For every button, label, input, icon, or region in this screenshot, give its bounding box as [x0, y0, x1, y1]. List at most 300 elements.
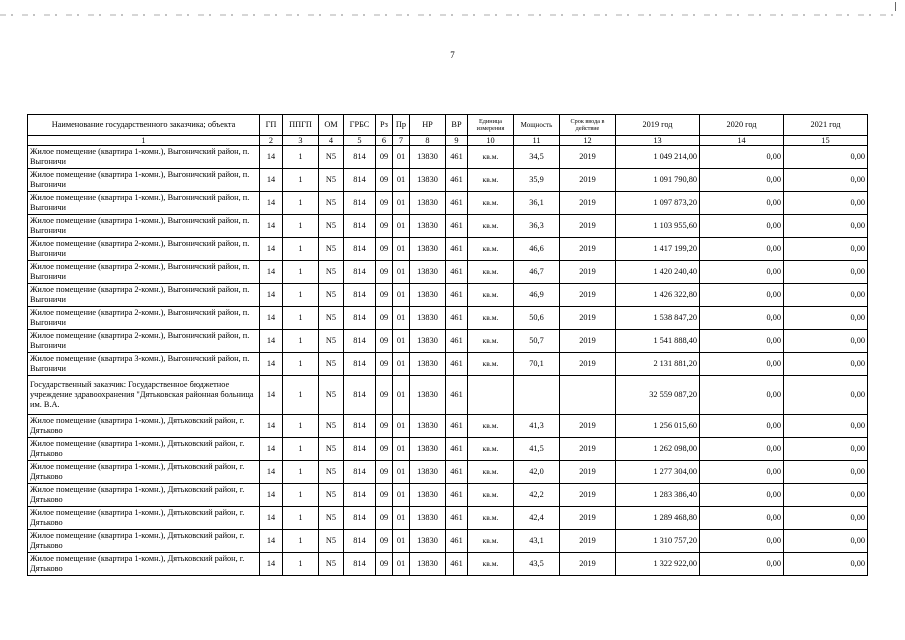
cell-gp: 14 — [260, 530, 283, 553]
cell-nr: 13830 — [410, 169, 446, 192]
cell-name: Жилое помещение (квартира 2-комн.), Выгоничский район, п. Выгоничи — [28, 307, 260, 330]
cell-om: N5 — [319, 169, 344, 192]
cell-2021: 0,00 — [784, 238, 868, 261]
cell-om: N5 — [319, 215, 344, 238]
cell-power: 43,1 — [514, 530, 560, 553]
table-row — [28, 415, 868, 438]
cell-2019: 1 541 888,40 — [616, 330, 700, 353]
cell-2019: 1 417 199,20 — [616, 238, 700, 261]
cell-pr: 01 — [393, 553, 410, 576]
cell-2021: 0,00 — [784, 415, 868, 438]
cell-name: Жилое помещение (квартира 2-комн.), Выгоничский район, п. Выгоничи — [28, 261, 260, 284]
cell-vr: 461 — [446, 307, 468, 330]
cell-grbs: 814 — [344, 507, 376, 530]
cell-unit: кв.м. — [468, 307, 514, 330]
cell-grbs: 814 — [344, 215, 376, 238]
cell-gp: 14 — [260, 553, 283, 576]
cell-2019: 1 289 468,80 — [616, 507, 700, 530]
cell-rz: 09 — [376, 215, 393, 238]
cell-2021: 0,00 — [784, 169, 868, 192]
cell-ppgp: 1 — [283, 307, 319, 330]
cell-power: 50,7 — [514, 330, 560, 353]
cell-term: 2019 — [560, 415, 616, 438]
cell-nr: 13830 — [410, 215, 446, 238]
cell-rz: 09 — [376, 530, 393, 553]
table-row — [28, 507, 868, 530]
cell-term: 2019 — [560, 438, 616, 461]
cell-grbs: 814 — [344, 484, 376, 507]
header-2019: 2019 год — [616, 115, 700, 136]
column-number: 4 — [319, 136, 344, 146]
cell-term: 2019 — [560, 146, 616, 169]
cell-power: 34,5 — [514, 146, 560, 169]
header-power: Мощность — [514, 115, 560, 136]
cell-2020: 0,00 — [700, 238, 784, 261]
cell-pr: 01 — [393, 261, 410, 284]
cell-name: Жилое помещение (квартира 1-комн.), Дятьковский район, г. Дятьково — [28, 484, 260, 507]
cell-ppgp: 1 — [283, 553, 319, 576]
cell-power: 70,1 — [514, 353, 560, 376]
cell-pr: 01 — [393, 330, 410, 353]
cell-rz: 09 — [376, 307, 393, 330]
cell-pr: 01 — [393, 146, 410, 169]
cell-2020: 0,00 — [700, 261, 784, 284]
cell-term: 2019 — [560, 330, 616, 353]
cell-pr: 01 — [393, 169, 410, 192]
cell-2019: 32 559 087,20 — [616, 376, 700, 415]
cell-2019: 1 262 098,00 — [616, 438, 700, 461]
cell-power: 50,6 — [514, 307, 560, 330]
cell-vr: 461 — [446, 484, 468, 507]
cell-term: 2019 — [560, 353, 616, 376]
cell-term: 2019 — [560, 261, 616, 284]
cell-2020: 0,00 — [700, 169, 784, 192]
cell-gp: 14 — [260, 261, 283, 284]
column-number: 14 — [700, 136, 784, 146]
cell-nr: 13830 — [410, 353, 446, 376]
cell-vr: 461 — [446, 284, 468, 307]
cell-nr: 13830 — [410, 261, 446, 284]
cell-rz: 09 — [376, 284, 393, 307]
cell-pr: 01 — [393, 284, 410, 307]
cell-2021: 0,00 — [784, 330, 868, 353]
cell-unit: кв.м. — [468, 530, 514, 553]
cell-pr: 01 — [393, 192, 410, 215]
cell-rz: 09 — [376, 415, 393, 438]
cell-2020: 0,00 — [700, 192, 784, 215]
header-term: Срок ввода в действие — [560, 115, 616, 136]
cell-ppgp: 1 — [283, 415, 319, 438]
cell-ppgp: 1 — [283, 215, 319, 238]
cell-pr: 01 — [393, 461, 410, 484]
cell-unit: кв.м. — [468, 507, 514, 530]
cell-term: 2019 — [560, 484, 616, 507]
cell-unit: кв.м. — [468, 146, 514, 169]
cell-ppgp: 1 — [283, 461, 319, 484]
cell-2019: 1 097 873,20 — [616, 192, 700, 215]
cell-om: N5 — [319, 461, 344, 484]
table-row — [28, 530, 868, 553]
cell-2019: 1 103 955,60 — [616, 215, 700, 238]
cell-power: 35,9 — [514, 169, 560, 192]
cell-pr: 01 — [393, 530, 410, 553]
cell-2021: 0,00 — [784, 307, 868, 330]
cell-ppgp: 1 — [283, 238, 319, 261]
cell-name: Жилое помещение (квартира 1-комн.), Дятьковский район, г. Дятьково — [28, 415, 260, 438]
cell-gp: 14 — [260, 146, 283, 169]
cell-grbs: 814 — [344, 530, 376, 553]
header-rz: Рз — [376, 115, 393, 136]
cell-grbs: 814 — [344, 438, 376, 461]
cell-2021: 0,00 — [784, 484, 868, 507]
cell-nr: 13830 — [410, 484, 446, 507]
cell-power: 42,4 — [514, 507, 560, 530]
cell-om: N5 — [319, 376, 344, 415]
column-number: 13 — [616, 136, 700, 146]
cell-2020: 0,00 — [700, 484, 784, 507]
cell-term: 2019 — [560, 307, 616, 330]
cell-2020: 0,00 — [700, 461, 784, 484]
cell-2020: 0,00 — [700, 507, 784, 530]
cell-term: 2019 — [560, 553, 616, 576]
header-row — [28, 115, 868, 136]
cell-gp: 14 — [260, 461, 283, 484]
cell-ppgp: 1 — [283, 484, 319, 507]
cell-2021: 0,00 — [784, 353, 868, 376]
cell-ppgp: 1 — [283, 376, 319, 415]
cell-unit: кв.м. — [468, 284, 514, 307]
cell-pr: 01 — [393, 415, 410, 438]
cell-unit: кв.м. — [468, 238, 514, 261]
cell-gp: 14 — [260, 484, 283, 507]
cell-unit: кв.м. — [468, 353, 514, 376]
cell-power: 43,5 — [514, 553, 560, 576]
cell-2020: 0,00 — [700, 215, 784, 238]
cell-vr: 461 — [446, 553, 468, 576]
table-row — [28, 353, 868, 376]
cell-vr: 461 — [446, 261, 468, 284]
cell-term — [560, 376, 616, 415]
cell-2019: 2 131 881,20 — [616, 353, 700, 376]
cell-rz: 09 — [376, 461, 393, 484]
cell-2021: 0,00 — [784, 376, 868, 415]
cell-nr: 13830 — [410, 238, 446, 261]
table-row — [28, 215, 868, 238]
cell-grbs: 814 — [344, 238, 376, 261]
cell-2020: 0,00 — [700, 376, 784, 415]
cell-nr: 13830 — [410, 284, 446, 307]
cell-2019: 1 322 922,00 — [616, 553, 700, 576]
cell-rz: 09 — [376, 376, 393, 415]
table-row — [28, 284, 868, 307]
cell-nr: 13830 — [410, 415, 446, 438]
cell-rz: 09 — [376, 438, 393, 461]
table-row — [28, 261, 868, 284]
cell-pr: 01 — [393, 438, 410, 461]
cell-pr: 01 — [393, 484, 410, 507]
cell-gp: 14 — [260, 330, 283, 353]
cell-vr: 461 — [446, 169, 468, 192]
cell-nr: 13830 — [410, 530, 446, 553]
cell-name: Жилое помещение (квартира 1-комн.), Дятьковский район, г. Дятьково — [28, 438, 260, 461]
cell-pr: 01 — [393, 507, 410, 530]
cell-gp: 14 — [260, 238, 283, 261]
cell-2021: 0,00 — [784, 530, 868, 553]
cell-nr: 13830 — [410, 438, 446, 461]
cell-2020: 0,00 — [700, 415, 784, 438]
cell-2021: 0,00 — [784, 146, 868, 169]
cell-unit: кв.м. — [468, 461, 514, 484]
cell-grbs: 814 — [344, 307, 376, 330]
cell-term: 2019 — [560, 215, 616, 238]
column-number: 15 — [784, 136, 868, 146]
cell-vr: 461 — [446, 215, 468, 238]
cell-ppgp: 1 — [283, 169, 319, 192]
cell-power: 46,9 — [514, 284, 560, 307]
cell-name: Жилое помещение (квартира 2-комн.), Выгоничский район, п. Выгоничи — [28, 238, 260, 261]
cell-grbs: 814 — [344, 169, 376, 192]
cell-2020: 0,00 — [700, 284, 784, 307]
cell-rz: 09 — [376, 507, 393, 530]
cell-rz: 09 — [376, 330, 393, 353]
cell-rz: 09 — [376, 553, 393, 576]
cell-2020: 0,00 — [700, 330, 784, 353]
cell-om: N5 — [319, 238, 344, 261]
column-number: 11 — [514, 136, 560, 146]
cell-ppgp: 1 — [283, 530, 319, 553]
column-number-row — [28, 136, 868, 146]
cell-2020: 0,00 — [700, 530, 784, 553]
table-row — [28, 307, 868, 330]
cell-unit — [468, 376, 514, 415]
column-number: 10 — [468, 136, 514, 146]
header-nr: НР — [410, 115, 446, 136]
cell-vr: 461 — [446, 530, 468, 553]
cell-2021: 0,00 — [784, 215, 868, 238]
cell-ppgp: 1 — [283, 192, 319, 215]
column-number: 7 — [393, 136, 410, 146]
cell-2019: 1 310 757,20 — [616, 530, 700, 553]
cell-grbs: 814 — [344, 146, 376, 169]
cell-vr: 461 — [446, 192, 468, 215]
budget-table — [27, 114, 868, 576]
cell-vr: 461 — [446, 415, 468, 438]
table-row — [28, 553, 868, 576]
cell-om: N5 — [319, 261, 344, 284]
column-number: 2 — [260, 136, 283, 146]
cell-om: N5 — [319, 415, 344, 438]
table-row — [28, 169, 868, 192]
column-number: 12 — [560, 136, 616, 146]
table-row — [28, 146, 868, 169]
cell-2020: 0,00 — [700, 307, 784, 330]
column-number: 3 — [283, 136, 319, 146]
cell-grbs: 814 — [344, 353, 376, 376]
cell-2019: 1 256 015,60 — [616, 415, 700, 438]
cell-grbs: 814 — [344, 192, 376, 215]
cell-name: Государственный заказчик: Государственное бюджетное учреждение здравоохранения "Дятьковская районная больница им. В.А. — [28, 376, 260, 415]
cell-ppgp: 1 — [283, 261, 319, 284]
cell-2021: 0,00 — [784, 192, 868, 215]
cell-2020: 0,00 — [700, 553, 784, 576]
cell-unit: кв.м. — [468, 215, 514, 238]
cell-2019: 1 277 304,00 — [616, 461, 700, 484]
cell-term: 2019 — [560, 169, 616, 192]
cell-unit: кв.м. — [468, 438, 514, 461]
cell-term: 2019 — [560, 284, 616, 307]
cell-vr: 461 — [446, 376, 468, 415]
header-name: Наименование государственного заказчика; объекта — [28, 115, 260, 136]
cell-2021: 0,00 — [784, 507, 868, 530]
cell-vr: 461 — [446, 507, 468, 530]
cell-grbs: 814 — [344, 261, 376, 284]
cell-gp: 14 — [260, 169, 283, 192]
cell-vr: 461 — [446, 461, 468, 484]
header-ppgp: ППГП — [283, 115, 319, 136]
cell-rz: 09 — [376, 238, 393, 261]
cell-rz: 09 — [376, 484, 393, 507]
cell-name: Жилое помещение (квартира 1-комн.), Дятьковский район, г. Дятьково — [28, 461, 260, 484]
cell-grbs: 814 — [344, 284, 376, 307]
cell-om: N5 — [319, 438, 344, 461]
table-row — [28, 484, 868, 507]
cell-gp: 14 — [260, 438, 283, 461]
cell-nr: 13830 — [410, 146, 446, 169]
cell-om: N5 — [319, 507, 344, 530]
header-2021: 2021 год — [784, 115, 868, 136]
table-row — [28, 330, 868, 353]
cell-2019: 1 538 847,20 — [616, 307, 700, 330]
cell-power: 46,7 — [514, 261, 560, 284]
cell-name: Жилое помещение (квартира 1-комн.), Выгоничский район, п. Выгоничи — [28, 192, 260, 215]
scan-edge-mark — [895, 2, 896, 11]
column-number: 8 — [410, 136, 446, 146]
cell-vr: 461 — [446, 238, 468, 261]
cell-om: N5 — [319, 353, 344, 376]
cell-2020: 0,00 — [700, 438, 784, 461]
cell-gp: 14 — [260, 376, 283, 415]
cell-power: 46,6 — [514, 238, 560, 261]
cell-ppgp: 1 — [283, 438, 319, 461]
cell-gp: 14 — [260, 284, 283, 307]
cell-nr: 13830 — [410, 553, 446, 576]
cell-nr: 13830 — [410, 192, 446, 215]
header-grbs: ГРБС — [344, 115, 376, 136]
cell-gp: 14 — [260, 307, 283, 330]
cell-2021: 0,00 — [784, 461, 868, 484]
cell-2019: 1 283 386,40 — [616, 484, 700, 507]
cell-2020: 0,00 — [700, 146, 784, 169]
cell-rz: 09 — [376, 261, 393, 284]
cell-om: N5 — [319, 330, 344, 353]
table-row — [28, 376, 868, 415]
table-row — [28, 461, 868, 484]
cell-name: Жилое помещение (квартира 1-комн.), Дятьковский район, г. Дятьково — [28, 530, 260, 553]
cell-nr: 13830 — [410, 307, 446, 330]
cell-name: Жилое помещение (квартира 2-комн.), Выгоничский район, п. Выгоничи — [28, 330, 260, 353]
cell-vr: 461 — [446, 146, 468, 169]
cell-term: 2019 — [560, 238, 616, 261]
cell-unit: кв.м. — [468, 553, 514, 576]
cell-term: 2019 — [560, 461, 616, 484]
cell-om: N5 — [319, 553, 344, 576]
cell-ppgp: 1 — [283, 330, 319, 353]
cell-2021: 0,00 — [784, 553, 868, 576]
cell-vr: 461 — [446, 438, 468, 461]
header-unit: Единица измерения — [468, 115, 514, 136]
cell-vr: 461 — [446, 353, 468, 376]
cell-rz: 09 — [376, 192, 393, 215]
cell-unit: кв.м. — [468, 330, 514, 353]
cell-2019: 1 049 214,00 — [616, 146, 700, 169]
cell-pr: 01 — [393, 215, 410, 238]
cell-name: Жилое помещение (квартира 3-комн.), Выгоничский район, п. Выгоничи — [28, 353, 260, 376]
column-number: 6 — [376, 136, 393, 146]
header-pr: Пр — [393, 115, 410, 136]
cell-gp: 14 — [260, 415, 283, 438]
cell-unit: кв.м. — [468, 484, 514, 507]
cell-term: 2019 — [560, 507, 616, 530]
cell-vr: 461 — [446, 330, 468, 353]
scan-noise-line — [0, 14, 897, 16]
page-number: 7 — [450, 50, 455, 60]
cell-grbs: 814 — [344, 376, 376, 415]
cell-pr: 01 — [393, 238, 410, 261]
cell-om: N5 — [319, 284, 344, 307]
cell-nr: 13830 — [410, 461, 446, 484]
column-number: 9 — [446, 136, 468, 146]
cell-name: Жилое помещение (квартира 1-комн.), Выгоничский район, п. Выгоничи — [28, 215, 260, 238]
cell-unit: кв.м. — [468, 169, 514, 192]
cell-ppgp: 1 — [283, 353, 319, 376]
cell-ppgp: 1 — [283, 146, 319, 169]
cell-2019: 1 426 322,80 — [616, 284, 700, 307]
cell-power: 36,1 — [514, 192, 560, 215]
cell-2019: 1 420 240,40 — [616, 261, 700, 284]
column-number: 1 — [28, 136, 260, 146]
cell-2019: 1 091 790,80 — [616, 169, 700, 192]
cell-gp: 14 — [260, 507, 283, 530]
cell-gp: 14 — [260, 215, 283, 238]
cell-nr: 13830 — [410, 507, 446, 530]
cell-rz: 09 — [376, 353, 393, 376]
cell-2021: 0,00 — [784, 261, 868, 284]
cell-unit: кв.м. — [468, 192, 514, 215]
cell-gp: 14 — [260, 192, 283, 215]
cell-2020: 0,00 — [700, 353, 784, 376]
cell-pr: 01 — [393, 307, 410, 330]
cell-name: Жилое помещение (квартира 1-комн.), Выгоничский район, п. Выгоничи — [28, 169, 260, 192]
header-vr: ВР — [446, 115, 468, 136]
header-om: ОМ — [319, 115, 344, 136]
cell-ppgp: 1 — [283, 507, 319, 530]
cell-unit: кв.м. — [468, 415, 514, 438]
cell-pr: 01 — [393, 376, 410, 415]
cell-term: 2019 — [560, 530, 616, 553]
cell-pr: 01 — [393, 353, 410, 376]
cell-name: Жилое помещение (квартира 1-комн.), Выгоничский район, п. Выгоничи — [28, 146, 260, 169]
cell-rz: 09 — [376, 169, 393, 192]
cell-om: N5 — [319, 484, 344, 507]
cell-gp: 14 — [260, 353, 283, 376]
cell-grbs: 814 — [344, 330, 376, 353]
cell-name: Жилое помещение (квартира 1-комн.), Дятьковский район, г. Дятьково — [28, 507, 260, 530]
cell-om: N5 — [319, 530, 344, 553]
header-2020: 2020 год — [700, 115, 784, 136]
cell-grbs: 814 — [344, 415, 376, 438]
table-row — [28, 238, 868, 261]
cell-ppgp: 1 — [283, 284, 319, 307]
